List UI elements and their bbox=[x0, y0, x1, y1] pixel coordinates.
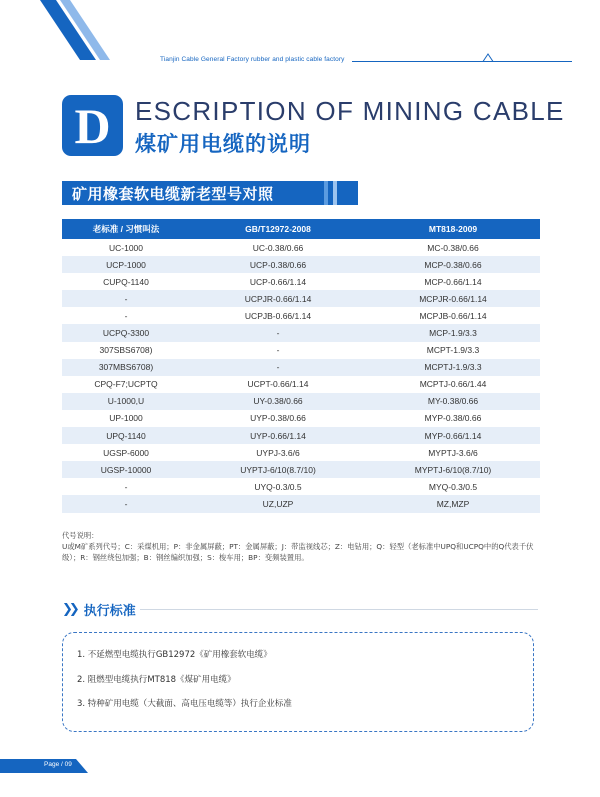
column-header-old-standard: 老标准 / 习惯叫法 bbox=[62, 219, 190, 239]
cell-mt-model: MCPJB-0.66/1.14 bbox=[366, 307, 540, 324]
table-row bbox=[62, 239, 540, 256]
table-row bbox=[62, 376, 540, 393]
cell-gb-model: UC-0.38/0.66 bbox=[190, 239, 366, 256]
cell-old-standard: CPQ-F7;UCPTQ bbox=[62, 376, 190, 393]
table-row bbox=[62, 359, 540, 376]
cell-gb-model: UYQ-0.3/0.5 bbox=[190, 478, 366, 495]
cell-gb-model: UCP-0.66/1.14 bbox=[190, 273, 366, 290]
table-header-row bbox=[62, 219, 540, 239]
cell-old-standard: 307MBS6708) bbox=[62, 359, 190, 376]
cell-mt-model: MCPTJ-0.66/1.44 bbox=[366, 376, 540, 393]
list-item: 3. 特种矿用电缆（大截面、高电压电缆等）执行企业标准 bbox=[77, 699, 292, 709]
cell-mt-model: MC-0.38/0.66 bbox=[366, 239, 540, 256]
cell-gb-model: UCPT-0.66/1.14 bbox=[190, 376, 366, 393]
title-badge-letter: D bbox=[74, 97, 111, 154]
cell-gb-model: UZ,UZP bbox=[190, 495, 366, 512]
cell-mt-model: MCPT-1.9/3.3 bbox=[366, 342, 540, 359]
cell-old-standard: UPQ-1140 bbox=[62, 427, 190, 444]
table-row bbox=[62, 444, 540, 461]
cell-mt-model: MY-0.38/0.66 bbox=[366, 393, 540, 410]
cell-mt-model: MYP-0.66/1.14 bbox=[366, 427, 540, 444]
list-item: 2. 阻燃型电缆执行MT818《煤矿用电缆》 bbox=[77, 674, 236, 685]
corner-decoration bbox=[0, 0, 120, 60]
header-tagline: Tianjin Cable General Factory rubber and plastic cable factory bbox=[160, 56, 352, 63]
cell-gb-model: UCPJR-0.66/1.14 bbox=[190, 290, 366, 307]
cell-old-standard: UGSP-6000 bbox=[62, 444, 190, 461]
column-header-mt: MT818-2009 bbox=[366, 219, 540, 239]
header-rule-notch bbox=[478, 52, 498, 62]
cell-old-standard: CUPQ-1140 bbox=[62, 273, 190, 290]
cell-gb-model: UYP-0.66/1.14 bbox=[190, 427, 366, 444]
table-row bbox=[62, 324, 540, 341]
cell-mt-model: MCPTJ-1.9/3.3 bbox=[366, 359, 540, 376]
section-title: 矿用橡套软电缆新老型号对照 bbox=[72, 184, 274, 203]
cell-mt-model: MYPTJ-3.6/6 bbox=[366, 444, 540, 461]
cell-old-standard: UCP-1000 bbox=[62, 256, 190, 273]
table-row bbox=[62, 410, 540, 427]
cell-gb-model: UY-0.38/0.66 bbox=[190, 393, 366, 410]
cell-old-standard: UCPQ-3300 bbox=[62, 324, 190, 341]
cell-gb-model: - bbox=[190, 324, 366, 341]
cell-mt-model: MCP-1.9/3.3 bbox=[366, 324, 540, 341]
cell-mt-model: MCPJR-0.66/1.14 bbox=[366, 290, 540, 307]
cell-old-standard: UGSP-10000 bbox=[62, 461, 190, 478]
cell-gb-model: UYPJ-3.6/6 bbox=[190, 444, 366, 461]
cell-old-standard: - bbox=[62, 307, 190, 324]
cell-gb-model: UCP-0.38/0.66 bbox=[190, 256, 366, 273]
cell-old-standard: U-1000,U bbox=[62, 393, 190, 410]
section-stripes-decoration bbox=[306, 181, 337, 205]
cell-old-standard: UP-1000 bbox=[62, 410, 190, 427]
execution-standard-title: 执行标准 bbox=[83, 604, 136, 619]
table-row bbox=[62, 342, 540, 359]
double-chevron-icon: ❯❯ bbox=[62, 602, 76, 617]
table-row bbox=[62, 478, 540, 495]
page-number: Page / 09 bbox=[44, 761, 72, 768]
cell-old-standard: 307SBS6708) bbox=[62, 342, 190, 359]
cell-gb-model: UCPJB-0.66/1.14 bbox=[190, 307, 366, 324]
list-item: 1. 不延燃型电缆执行GB12972《矿用橡套软电缆》 bbox=[77, 650, 272, 660]
table-row bbox=[62, 290, 540, 307]
cell-old-standard: UC-1000 bbox=[62, 239, 190, 256]
title-letter-badge bbox=[62, 95, 123, 156]
cell-gb-model: UYPTJ-6/10(8.7/10) bbox=[190, 461, 366, 478]
notes-text: U或M矿系列代号；C：采煤机用；P：非金属屏蔽；PT：金属屏蔽；J：带监视线芯；Z：电钻用；Q：轻型（老标准中UPQ和UCPQ中的Q代表千伏级）；R：钢丝绕包加强；B：钢丝编织加强；S：梭车用；BP：变频装置用。 bbox=[62, 542, 534, 562]
cell-gb-model: - bbox=[190, 342, 366, 359]
cell-old-standard: - bbox=[62, 290, 190, 307]
cell-gb-model: UYP-0.38/0.66 bbox=[190, 410, 366, 427]
execution-standard-header bbox=[62, 600, 136, 619]
table-row bbox=[62, 495, 540, 512]
notes-label: 代号说明： bbox=[62, 531, 99, 540]
page-footer bbox=[0, 759, 90, 773]
cell-gb-model: - bbox=[190, 359, 366, 376]
table-row bbox=[62, 307, 540, 324]
cell-mt-model: MYPTJ-6/10(8.7/10) bbox=[366, 461, 540, 478]
table-row bbox=[62, 273, 540, 290]
cell-old-standard: - bbox=[62, 478, 190, 495]
execution-header-rule bbox=[140, 609, 538, 610]
cell-mt-model: MCP-0.66/1.14 bbox=[366, 273, 540, 290]
page-title-chinese: 煤矿用电缆的说明 bbox=[135, 132, 311, 156]
column-header-gb: GB/T12972-2008 bbox=[190, 219, 366, 239]
table-row bbox=[62, 256, 540, 273]
cell-mt-model: MYQ-0.3/0.5 bbox=[366, 478, 540, 495]
table-row bbox=[62, 461, 540, 478]
code-notes bbox=[62, 530, 542, 563]
cell-mt-model: MCP-0.38/0.66 bbox=[366, 256, 540, 273]
table-row bbox=[62, 427, 540, 444]
execution-standard-box bbox=[62, 632, 534, 732]
model-comparison-table bbox=[62, 219, 540, 513]
table-row bbox=[62, 393, 540, 410]
cell-mt-model: MZ,MZP bbox=[366, 495, 540, 512]
cell-mt-model: MYP-0.38/0.66 bbox=[366, 410, 540, 427]
page-title-english: ESCRIPTION OF MINING CABLE bbox=[135, 96, 565, 126]
cell-old-standard: - bbox=[62, 495, 190, 512]
